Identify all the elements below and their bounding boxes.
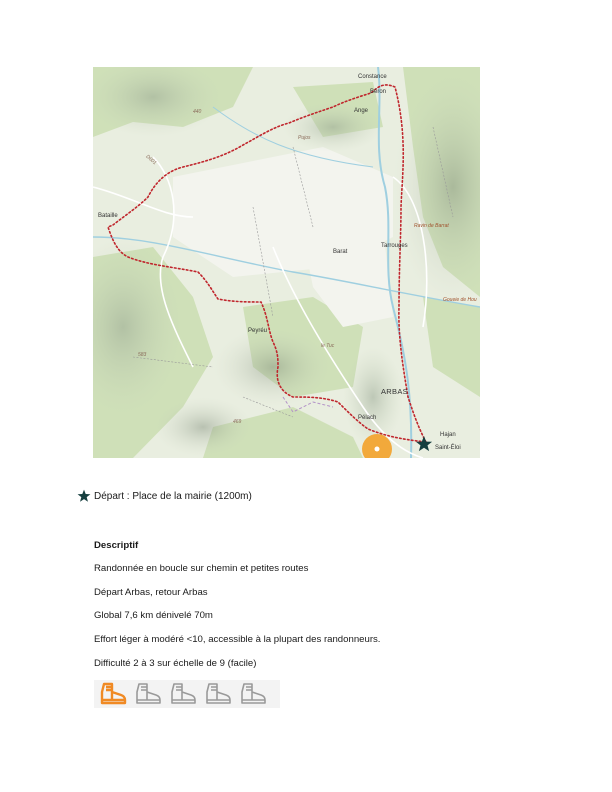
map-label-tarrouges: Tarrouges — [381, 243, 408, 249]
hiking-boot-icon — [237, 681, 269, 707]
map-label-road1: D601 — [144, 153, 158, 167]
start-info — [77, 489, 252, 503]
hiking-boot-icon — [97, 681, 129, 707]
map-label-road2: Pujos — [298, 135, 311, 141]
map-label-bataille: Bataille — [98, 213, 118, 219]
description-line-1: Randonnée en boucle sur chemin et petites routes — [94, 563, 309, 574]
hiking-map — [93, 67, 480, 458]
description-line-4: Effort léger à modéré <10, accessible à la plupart des randonneurs. — [94, 634, 381, 645]
description-title: Descriptif — [94, 540, 139, 551]
map-label-ange: Ange — [354, 108, 369, 114]
map-label-gorge: Goueie de Hou — [443, 297, 477, 303]
map-label-alt1: 440 — [193, 109, 202, 115]
map-label-ravin: Ravin de Barrat — [414, 223, 449, 229]
hiking-boot-icon — [132, 681, 164, 707]
difficulty-rating — [94, 680, 280, 708]
map-label-hajan: Hajan — [440, 432, 456, 438]
map-label-saint-eloi: Saint-Éloi — [435, 445, 461, 451]
description-line-3: Global 7,6 km dénivelé 70m — [94, 610, 213, 621]
map-label-arbas: ARBAS — [381, 387, 408, 396]
description-line-2: Départ Arbas, retour Arbas — [94, 587, 208, 598]
description-line-5: Difficulté 2 à 3 sur échelle de 9 (facile) — [94, 658, 257, 669]
map-label-constance: Constance — [358, 74, 387, 80]
hiking-boot-icon — [202, 681, 234, 707]
map-label-alt3: 469 — [233, 419, 242, 425]
map-label-barat: Barat — [333, 249, 348, 255]
start-text: Départ : Place de la mairie (1200m) — [94, 490, 252, 502]
poi-marker-dot — [375, 447, 380, 452]
star-icon — [77, 489, 91, 503]
map-label-alt2: 583 — [138, 352, 147, 358]
map-canvas — [93, 67, 480, 458]
hiking-boot-icon — [167, 681, 199, 707]
map-label-peyreu: Peyréu — [248, 328, 268, 334]
map-label-pelach: Pélach — [358, 415, 377, 421]
map-label-beron: Béron — [370, 89, 387, 95]
map-label-road3: le Tuc — [321, 343, 335, 349]
